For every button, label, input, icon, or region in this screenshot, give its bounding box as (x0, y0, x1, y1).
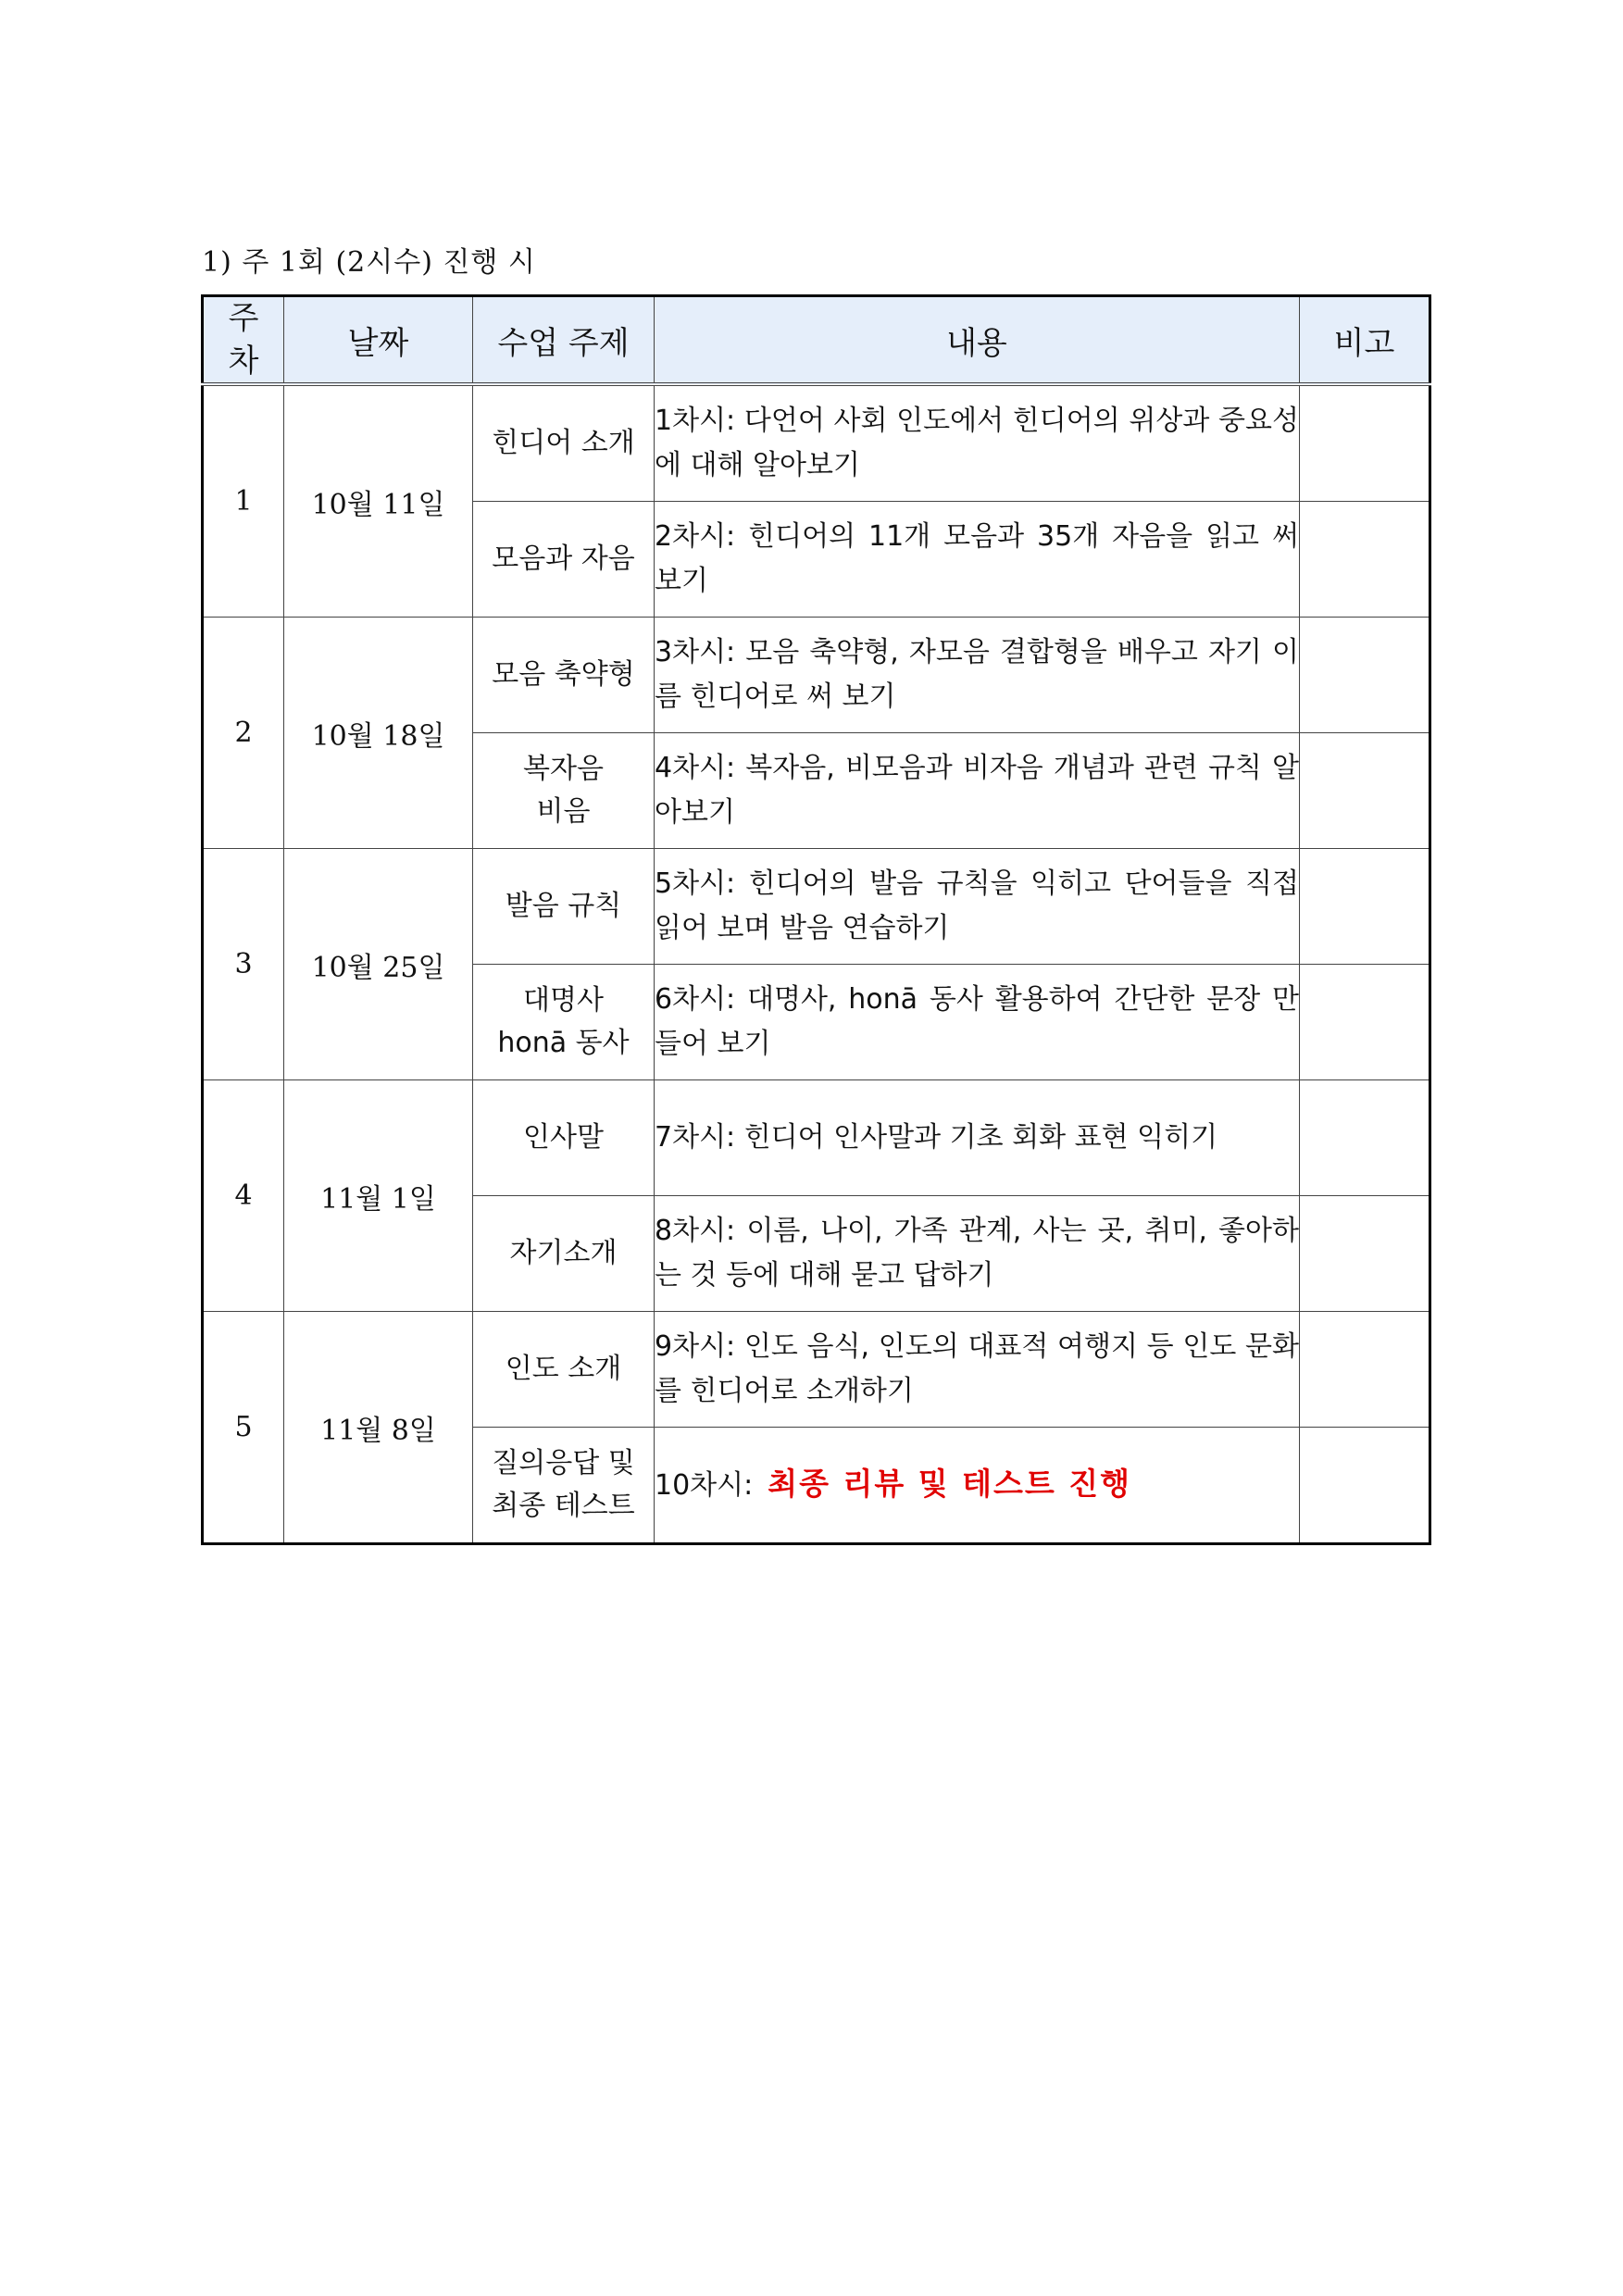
session-topic-line: 모음과 자음 (492, 543, 635, 575)
week-date: 11월 1일 (284, 1080, 473, 1312)
session-content (655, 965, 1300, 1080)
week-date: 10월 25일 (284, 849, 473, 1080)
session-topic (473, 733, 655, 849)
session-note (1300, 849, 1430, 965)
session-note (1300, 1196, 1430, 1312)
session-content (655, 733, 1300, 849)
session-topic (473, 384, 655, 502)
session-content-text: 7차시: 힌디어 인사말과 기초 회화 표현 익히기 (655, 1121, 1218, 1154)
header-week-line2: 차 (228, 343, 259, 380)
session-topic (473, 1428, 655, 1544)
table-row (203, 1312, 1430, 1428)
table-row (203, 849, 1430, 965)
session-topic-line: 발음 규칙 (505, 890, 622, 922)
session-note (1300, 502, 1430, 618)
header-week-line1: 주 (228, 300, 259, 337)
session-content-text: 8차시: 이름, 나이, 가족 관계, 사는 곳, 취미, 좋아하는 것 등에 대해 묻고 답하기 (655, 1215, 1299, 1292)
session-highlight-text: 최종 리뷰 및 테스트 진행 (768, 1466, 1131, 1502)
session-content-text: 4차시: 복자음, 비모음과 비자음 개념과 관련 규칙 알아보기 (655, 752, 1299, 829)
session-content-text: 2차시: 힌디어의 11개 모음과 35개 자음을 읽고 써 보기 (655, 520, 1299, 597)
session-topic-line: 인사말 (523, 1121, 604, 1154)
session-note (1300, 733, 1430, 849)
session-topic (473, 1312, 655, 1428)
schedule-body (203, 384, 1430, 1544)
week-number: 4 (203, 1080, 284, 1312)
header-row (203, 296, 1430, 385)
session-note (1300, 384, 1430, 502)
session-content (655, 1312, 1300, 1428)
table-row (203, 1080, 1430, 1196)
session-content (655, 1196, 1300, 1312)
session-topic-line: 질의응답 및 (492, 1447, 635, 1479)
session-topic-line: honā 동사 (497, 1027, 630, 1059)
session-note (1300, 1428, 1430, 1544)
week-number: 3 (203, 849, 284, 1080)
session-content-text: 5차시: 힌디어의 발음 규칙을 익히고 단어들을 직접 읽어 보며 발음 연습하기 (655, 867, 1299, 944)
header-topic: 수업 주제 (473, 296, 655, 385)
session-topic (473, 502, 655, 618)
session-topic-line: 인도 소개 (505, 1353, 622, 1385)
table-row (203, 384, 1430, 502)
session-topic-line: 최종 테스트 (492, 1490, 635, 1522)
session-content-text: 6차시: 대명사, honā 동사 활용하여 간단한 문장 만들어 보기 (655, 983, 1299, 1060)
session-topic-line: 자기소개 (509, 1237, 618, 1269)
session-note (1300, 965, 1430, 1080)
session-topic (473, 849, 655, 965)
table-caption: 1) 주 1회 (2시수) 진행 시 (202, 246, 536, 279)
session-topic (473, 618, 655, 733)
header-date: 날짜 (284, 296, 473, 385)
session-content (655, 1428, 1300, 1544)
session-topic-line: 모음 축약형 (492, 658, 635, 691)
session-content-text: 3차시: 모음 축약형, 자모음 결합형을 배우고 자기 이름 힌디어로 써 보기 (655, 636, 1299, 713)
header-content: 내용 (655, 296, 1300, 385)
session-note (1300, 1080, 1430, 1196)
session-content (655, 502, 1300, 618)
session-content (655, 618, 1300, 733)
header-note: 비고 (1300, 296, 1430, 385)
class-schedule-table (201, 294, 1431, 1545)
session-topic-line: 힌디어 소개 (492, 427, 635, 459)
session-content (655, 1080, 1300, 1196)
week-number: 2 (203, 618, 284, 849)
session-topic-line: 복자음 (523, 753, 604, 785)
week-date: 10월 11일 (284, 384, 473, 618)
week-number: 1 (203, 384, 284, 618)
header-week (203, 296, 284, 385)
week-date: 11월 8일 (284, 1312, 473, 1544)
session-content (655, 849, 1300, 965)
week-date: 10월 18일 (284, 618, 473, 849)
table-row (203, 618, 1430, 733)
session-note (1300, 1312, 1430, 1428)
session-content (655, 384, 1300, 502)
session-note (1300, 618, 1430, 733)
session-topic (473, 965, 655, 1080)
session-content-text: 1차시: 다언어 사회 인도에서 힌디어의 위상과 중요성에 대해 알아보기 (655, 405, 1299, 481)
week-number: 5 (203, 1312, 284, 1544)
session-topic-line: 대명사 (523, 984, 604, 1017)
session-topic-line: 비음 (536, 795, 591, 828)
session-content-text: 9차시: 인도 음식, 인도의 대표적 여행지 등 인도 문화를 힌디어로 소개하기 (655, 1330, 1299, 1407)
session-topic (473, 1080, 655, 1196)
session-topic (473, 1196, 655, 1312)
session-content-text: 10차시: (655, 1469, 754, 1502)
